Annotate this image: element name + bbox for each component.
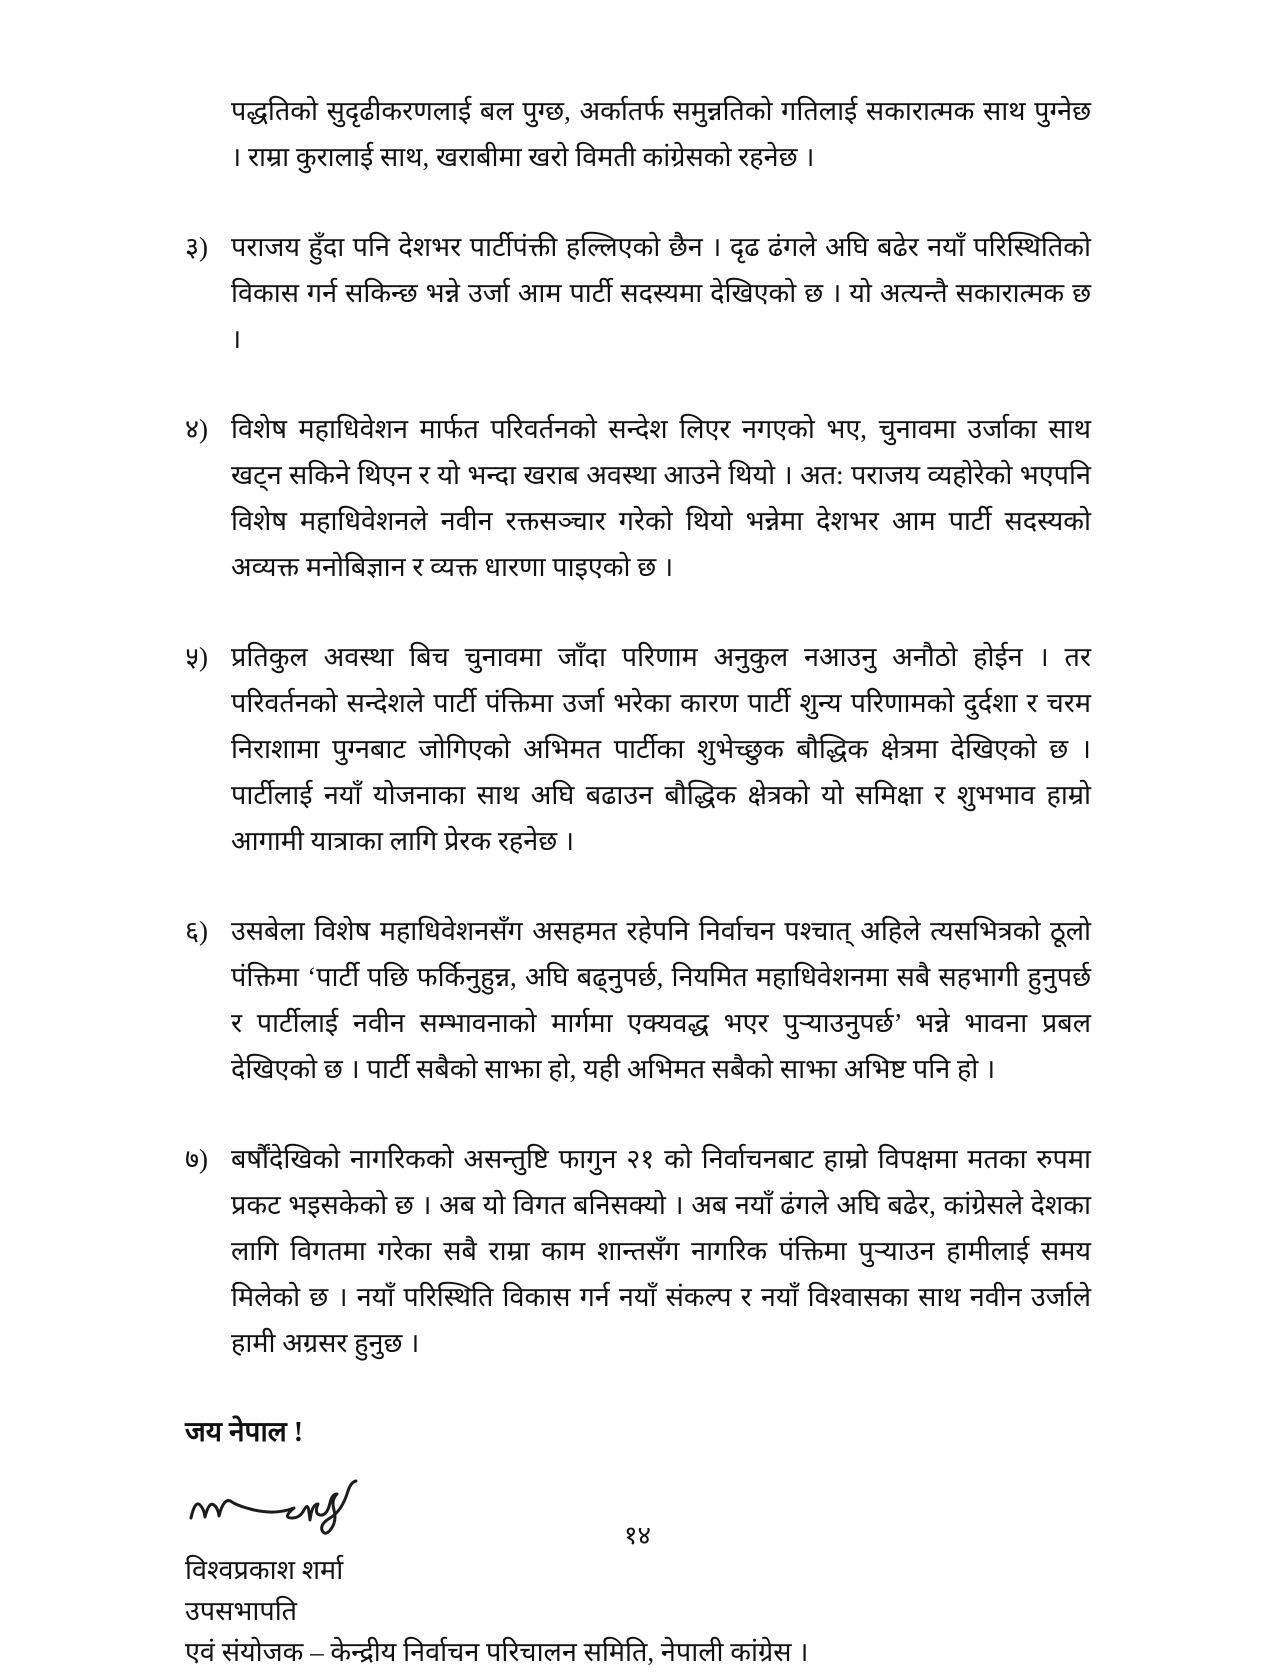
list-item-4	[185, 406, 1091, 590]
item-text: बर्षौंदेखिको नागरिकको असन्तुष्टि फागुन २१ को निर्वाचनबाट हाम्रो विपक्षमा मतका रुपमा प्रकट भइसकेको छ । अब यो विगत बनिसक्यो । अब नयाँ ढंगले अघि बढेर, कांग्रेसले देशका लागि विगतमा गरेका सबै राम्रा काम शान्तसँग नागरिक पंक्तिमा पुऱ्याउन हामीलाई समय मिलेको छ । नयाँ परिस्थिति विकास गर्न नयाँ संकल्प र नयाँ विश्वासका साथ नवीन उर्जाले हामी अग्रसर हुनुछ ।	[231, 1144, 1091, 1358]
closing-salute: जय नेपाल !	[185, 1417, 304, 1448]
item-number: ७)	[185, 1144, 209, 1174]
list-item-7	[185, 1136, 1091, 1366]
list-item-3	[185, 224, 1091, 362]
signatory-name: विश्वप्रकाश शर्मा	[185, 1555, 344, 1585]
signatory-title: उपसभापति	[185, 1596, 298, 1626]
item-number: ४)	[185, 414, 209, 444]
page-number: १४	[623, 1521, 652, 1550]
item-text: पराजय हुँदा पनि देशभर पार्टीपंक्ती हल्लिएको छैन । दृढ ढंगले अघि बढेर नयाँ परिस्थितिको विकास गर्न सकिन्छ भन्ने उर्जा आम पार्टी सदस्यमा देखिएको छ । यो अत्यन्तै सकारात्मक छ ।	[231, 232, 1091, 354]
list-item-6	[185, 908, 1091, 1092]
item-text: उसबेला विशेष महाधिवेशनसँग असहमत रहेपनि निर्वाचन पश्चात् अहिले त्यसभित्रको ठूलो पंक्तिमा ‘पार्टी पछि फर्किनुहुन्न, अघि बढ्नुपर्छ, नियमित महाधिवेशनमा सबै सहभागी हुनुपर्छ र पार्टीलाई नवीन सम्भावनाको मार्गमा एक्यवद्ध भएर पुऱ्याउनुपर्छ’ भन्ने भावना प्रबल देखिएको छ । पार्टी सबैको साझा हो, यही अभिमत सबैको साझा अभिष्ट पनि हो ।	[231, 916, 1091, 1084]
item-text: विशेष महाधिवेशन मार्फत परिवर्तनको सन्देश लिएर नगएको भए, चुनावमा उर्जाका साथ खट्न सकिने थिएन र यो भन्दा खराब अवस्था आउने थियो । अत: पराजय व्यहोरेको भएपनि विशेष महाधिवेशनले नवीन रक्तसञ्चार गरेको थियो भन्नेमा देशभर आम पार्टी सदस्यको अव्यक्त मनोबिज्ञान र व्यक्त धारणा पाइएको छ ।	[231, 414, 1091, 582]
document-body	[185, 88, 1091, 1673]
intro-paragraph: पद्धतिको सुदृढीकरणलाई बल पुग्छ, अर्कातर्फ समुन्नतिको गतिलाई सकारात्मक साथ पुग्नेछ । राम्रा कुरालाई साथ, खराबीमा खरो विमती कांग्रेसको रहनेछ ।	[231, 96, 1091, 172]
item-text: प्रतिकुल अवस्था बिच चुनावमा जाँदा परिणाम अनुकुल नआउनु अनौठो होईन । तर परिवर्तनको सन्देशले पार्टी पंक्तिमा उर्जा भरेका कारण पार्टी शुन्य परिणामको दुर्दशा र चरम निराशामा पुग्नबाट जोगिएको अभिमत पार्टीका शुभेच्छुक बौद्धिक क्षेत्रमा देखिएको छ । पार्टीलाई नयाँ योजनाका साथ अघि बढाउन बौद्धिक क्षेत्रको यो समिक्षा र शुभभाव हाम्रो आगामी यात्राका लागि प्रेरक रहनेछ ।	[231, 642, 1091, 856]
item-number: ६)	[185, 916, 209, 946]
item-number: ५)	[185, 642, 209, 672]
list-item-5	[185, 634, 1091, 864]
signatory-role: एवं संयोजक – केन्द्रीय निर्वाचन परिचालन समिति, नेपाली कांग्रेस ।	[185, 1637, 809, 1667]
item-number: ३)	[185, 232, 209, 262]
